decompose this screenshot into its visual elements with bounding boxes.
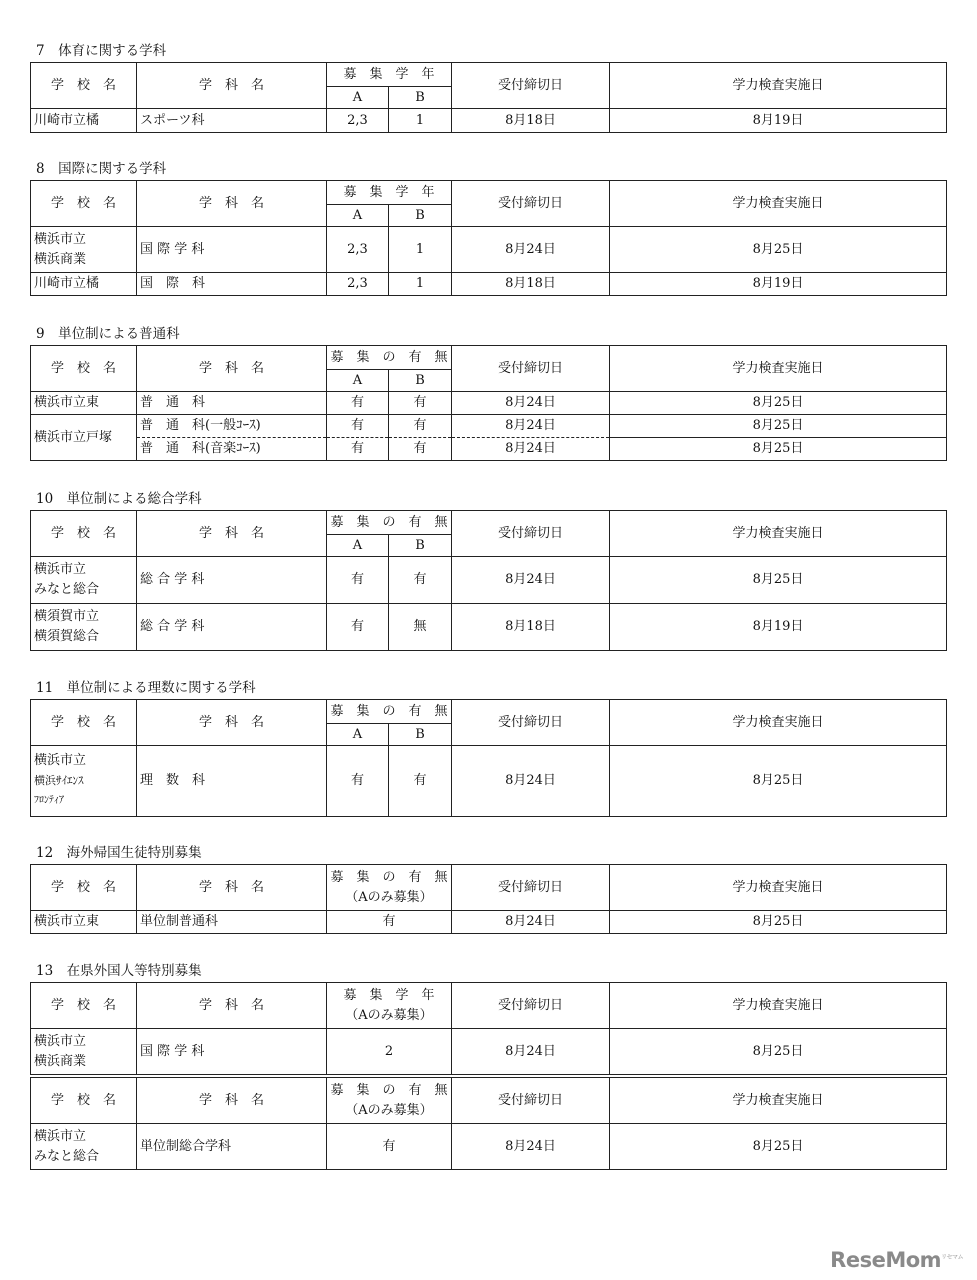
- school-cell: 横浜市立東: [31, 392, 137, 415]
- a-cell: 2,3: [327, 109, 389, 133]
- exam-cell: 8月25日: [610, 1124, 947, 1170]
- header-exam: 学力検査実施日: [610, 511, 947, 557]
- exam-cell: 8月19日: [610, 604, 947, 651]
- dept-cell: 普 通 科: [137, 392, 327, 415]
- school-cell: 横浜市立 横浜ｻｲｴﾝｽ ﾌﾛﾝﾃｨｱ: [31, 746, 137, 817]
- deadline-cell: 8月24日: [452, 227, 610, 273]
- deadline-cell: 8月18日: [452, 109, 610, 133]
- section-title: 8 国際に関する学科: [36, 161, 167, 177]
- table-row: [31, 1029, 947, 1075]
- exam-cell: 8月25日: [610, 1029, 947, 1075]
- dept-cell: 国 際 学 科: [137, 1029, 327, 1075]
- header-exam: 学力検査実施日: [610, 700, 947, 746]
- b-cell: 1: [389, 273, 452, 296]
- value-cell: 有: [327, 911, 452, 934]
- dept-cell: 総 合 学 科: [137, 557, 327, 604]
- b-cell: 有: [389, 392, 452, 415]
- section-title: 11 単位制による理数に関する学科: [36, 680, 256, 696]
- deadline-cell: 8月24日: [452, 438, 610, 461]
- section-13: [30, 960, 946, 1170]
- header-school: 学 校 名: [31, 63, 137, 109]
- dept-cell: 理 数 科: [137, 746, 327, 817]
- header-dept: 学 科 名: [137, 1078, 327, 1124]
- table-row: [31, 438, 947, 461]
- table-8: [30, 180, 947, 296]
- deadline-cell: 8月18日: [452, 604, 610, 651]
- table-10: [30, 510, 947, 651]
- header-exam: 学力検査実施日: [610, 181, 947, 227]
- section-11: [30, 677, 946, 817]
- header-deadline: 受付締切日: [452, 865, 610, 911]
- table-9: [30, 345, 947, 461]
- header-deadline: 受付締切日: [452, 511, 610, 557]
- table-13a: [30, 982, 947, 1075]
- table-row: [31, 227, 947, 273]
- header-dept: 学 科 名: [137, 63, 327, 109]
- school-cell: 横浜市立 みなと総合: [31, 557, 137, 604]
- header-b: B: [389, 87, 452, 109]
- section-title: 9 単位制による普通科: [36, 326, 180, 342]
- dept-cell: 国 際 学 科: [137, 227, 327, 273]
- school-cell: 横浜市立戸塚: [31, 415, 137, 461]
- header-a: A: [327, 370, 389, 392]
- table-row: [31, 109, 947, 133]
- section-title: 12 海外帰国生徒特別募集: [36, 845, 202, 861]
- header-dept: 学 科 名: [137, 181, 327, 227]
- value-cell: 2: [327, 1029, 452, 1075]
- dept-cell: 普 通 科(音楽ｺｰｽ): [137, 438, 327, 461]
- header-dept: 学 科 名: [137, 511, 327, 557]
- school-cell: 横浜市立東: [31, 911, 137, 934]
- header-a: A: [327, 535, 389, 557]
- header-exam: 学力検査実施日: [610, 983, 947, 1029]
- header-deadline: 受付締切日: [452, 700, 610, 746]
- header-school: 学 校 名: [31, 181, 137, 227]
- table-row: [31, 746, 947, 817]
- header-a: A: [327, 724, 389, 746]
- deadline-cell: 8月24日: [452, 415, 610, 438]
- section-10: [30, 488, 946, 651]
- deadline-cell: 8月18日: [452, 273, 610, 296]
- header-school: 学 校 名: [31, 346, 137, 392]
- exam-cell: 8月25日: [610, 911, 947, 934]
- dept-cell: 国 際 科: [137, 273, 327, 296]
- section-7: [30, 40, 946, 133]
- b-cell: 1: [389, 109, 452, 133]
- header-b: B: [389, 724, 452, 746]
- a-cell: 有: [327, 604, 389, 651]
- header-b: B: [389, 370, 452, 392]
- header-exam: 学力検査実施日: [610, 63, 947, 109]
- header-grade-a-only: 募 集 学 年 （Aのみ募集）: [327, 983, 452, 1029]
- dept-cell: 単位制普通科: [137, 911, 327, 934]
- deadline-cell: 8月24日: [452, 557, 610, 604]
- header-dept: 学 科 名: [137, 983, 327, 1029]
- a-cell: 有: [327, 392, 389, 415]
- school-cell: 横浜市立 みなと総合: [31, 1124, 137, 1170]
- section-title: 10 単位制による総合学科: [36, 491, 202, 507]
- exam-cell: 8月25日: [610, 227, 947, 273]
- dept-cell: 単位制総合学科: [137, 1124, 327, 1170]
- deadline-cell: 8月24日: [452, 1124, 610, 1170]
- a-cell: 有: [327, 746, 389, 817]
- exam-cell: 8月19日: [610, 109, 947, 133]
- header-grade: 募 集 学 年: [327, 181, 452, 205]
- a-cell: 有: [327, 415, 389, 438]
- b-cell: 1: [389, 227, 452, 273]
- header-grade: 募 集 学 年: [327, 63, 452, 87]
- exam-cell: 8月25日: [610, 415, 947, 438]
- header-presence: 募 集 の 有 無: [327, 700, 452, 724]
- header-presence-a-only: 募 集 の 有 無 （Aのみ募集）: [327, 865, 452, 911]
- school-cell: 横浜市立 横浜商業: [31, 1029, 137, 1075]
- header-exam: 学力検査実施日: [610, 1078, 947, 1124]
- table-12: [30, 864, 947, 934]
- table-row: [31, 911, 947, 934]
- section-title: 13 在県外国人等特別募集: [36, 963, 202, 979]
- deadline-cell: 8月24日: [452, 911, 610, 934]
- header-exam: 学力検査実施日: [610, 346, 947, 392]
- section-8: [30, 158, 946, 296]
- table-row: [31, 273, 947, 296]
- b-cell: 無: [389, 604, 452, 651]
- header-deadline: 受付締切日: [452, 181, 610, 227]
- header-b: B: [389, 205, 452, 227]
- table-row: [31, 415, 947, 438]
- exam-cell: 8月25日: [610, 557, 947, 604]
- section-12: [30, 842, 946, 934]
- table-row: [31, 604, 947, 651]
- section-title: 7 体育に関する学科: [36, 43, 167, 59]
- school-cell: 横須賀市立 横須賀総合: [31, 604, 137, 651]
- header-a: A: [327, 205, 389, 227]
- header-school: 学 校 名: [31, 511, 137, 557]
- a-cell: 2,3: [327, 273, 389, 296]
- header-dept: 学 科 名: [137, 346, 327, 392]
- header-dept: 学 科 名: [137, 865, 327, 911]
- header-deadline: 受付締切日: [452, 63, 610, 109]
- header-deadline: 受付締切日: [452, 983, 610, 1029]
- header-b: B: [389, 535, 452, 557]
- b-cell: 有: [389, 438, 452, 461]
- deadline-cell: 8月24日: [452, 392, 610, 415]
- header-presence-a-only: 募 集 の 有 無 （Aのみ募集）: [327, 1078, 452, 1124]
- school-cell: 川崎市立橘: [31, 273, 137, 296]
- deadline-cell: 8月24日: [452, 1029, 610, 1075]
- header-presence: 募 集 の 有 無: [327, 511, 452, 535]
- exam-cell: 8月19日: [610, 273, 947, 296]
- header-dept: 学 科 名: [137, 700, 327, 746]
- header-deadline: 受付締切日: [452, 1078, 610, 1124]
- table-row: [31, 557, 947, 604]
- a-cell: 有: [327, 557, 389, 604]
- section-9: [30, 323, 946, 461]
- exam-cell: 8月25日: [610, 438, 947, 461]
- b-cell: 有: [389, 746, 452, 817]
- a-cell: 2,3: [327, 227, 389, 273]
- table-11: [30, 699, 947, 817]
- a-cell: 有: [327, 438, 389, 461]
- dept-cell: 普 通 科(一般ｺｰｽ): [137, 415, 327, 438]
- header-school: 学 校 名: [31, 1078, 137, 1124]
- header-school: 学 校 名: [31, 700, 137, 746]
- header-school: 学 校 名: [31, 983, 137, 1029]
- b-cell: 有: [389, 557, 452, 604]
- dept-cell: スポーツ科: [137, 109, 327, 133]
- table-7: [30, 62, 947, 133]
- table-row: [31, 392, 947, 415]
- school-cell: 川崎市立橘: [31, 109, 137, 133]
- header-a: A: [327, 87, 389, 109]
- deadline-cell: 8月24日: [452, 746, 610, 817]
- table-13b: [30, 1077, 947, 1170]
- exam-cell: 8月25日: [610, 746, 947, 817]
- header-exam: 学力検査実施日: [610, 865, 947, 911]
- value-cell: 有: [327, 1124, 452, 1170]
- resemom-logo: ReseMom$^{リセマム}$: [830, 1248, 963, 1272]
- header-deadline: 受付締切日: [452, 346, 610, 392]
- header-presence: 募 集 の 有 無: [327, 346, 452, 370]
- table-row: [31, 1124, 947, 1170]
- dept-cell: 総 合 学 科: [137, 604, 327, 651]
- b-cell: 有: [389, 415, 452, 438]
- header-school: 学 校 名: [31, 865, 137, 911]
- exam-cell: 8月25日: [610, 392, 947, 415]
- school-cell: 横浜市立 横浜商業: [31, 227, 137, 273]
